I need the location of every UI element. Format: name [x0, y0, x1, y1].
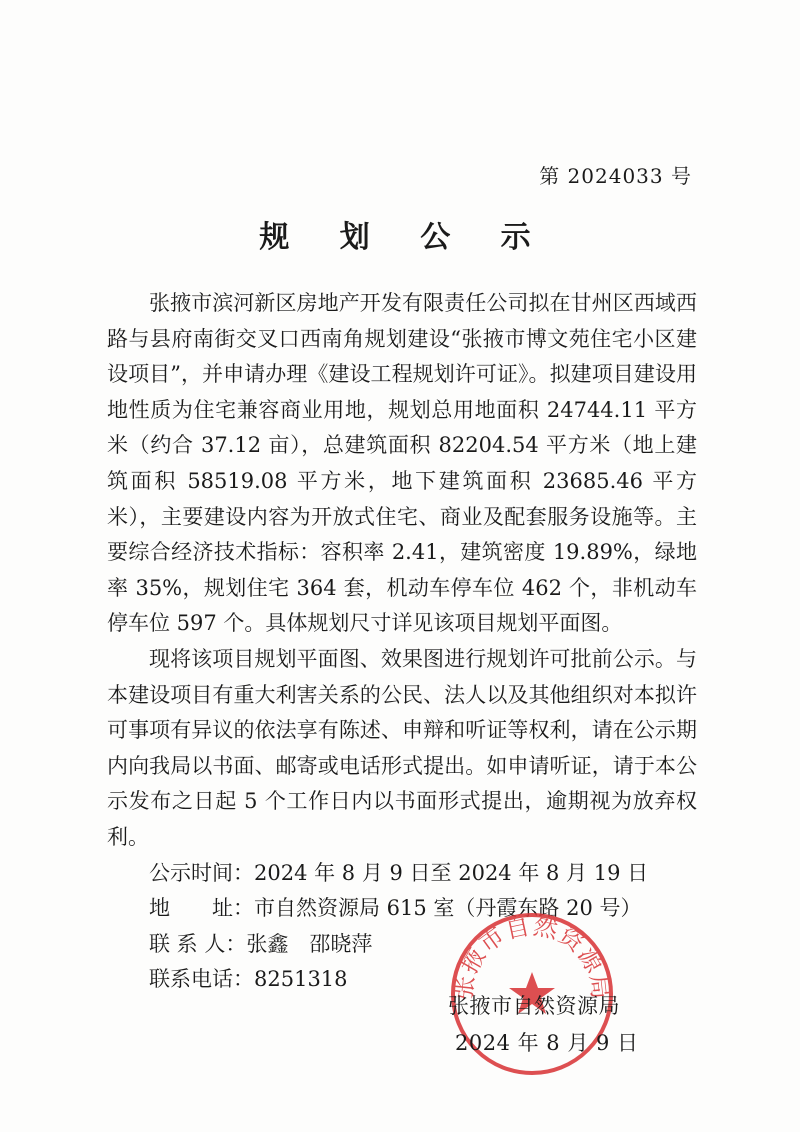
address-value: 市自然资源局 615 室（丹霞东路 20 号） — [254, 896, 642, 921]
paragraph-project-description: 张掖市滨河新区房地产开发有限责任公司拟在甘州区西域西路与县府南街交叉口西南角规划建设“张掖市博文苑住宅小区建设项目”，并申请办理《建设工程规划许可证》。拟建项目建设用地性质为住宅兼容商业用地，规划总用地面积 24744.11 平方米（约合 37.12 亩），总建筑面积 82204.54 平方米（地上建筑面积 58519.08 平方米，地下建筑面积 23685.46 平方米），主要建设内容为开放式住宅、商业及配套服务设施等。主要综合经济技术指标：容积率 2.41，建筑密度 19.89%，绿地率 35%，规划住宅 364 套，机动车停车位 462 个，非机动车停车位 597 个。具体规划尺寸详见该项目规划平面图。 — [107, 291, 697, 636]
document-title: 规 划 公 示 — [259, 220, 551, 255]
contact-label: 联 系 人： — [149, 931, 247, 956]
period-label: 公示时间： — [149, 860, 254, 885]
svg-text:张掖市自然资源局: 张掖市自然资源局 — [449, 911, 615, 1002]
paragraph-public-notice: 现将该项目规划平面图、效果图进行规划许可批前公示。与本建设项目有重大利害关系的公民、法人以及其他组织对本拟许可事项有异议的依法享有陈述、申辩和听证等权利，请在公示期内向我局以书面、邮寄或电话形式提出。如申请听证，请于本公示发布之日起 5 个工作日内以书面形式提出，逾期视为放弃权利。 — [107, 646, 697, 849]
period-value: 2024 年 8 月 9 日至 2024 年 8 月 19 日 — [254, 860, 649, 885]
phone-label: 联系电话： — [149, 967, 254, 992]
document-number: 第 2024033 号 — [539, 164, 692, 188]
address-label: 地 址： — [149, 896, 254, 921]
contact-value: 张鑫 邵晓萍 — [246, 931, 373, 956]
document-body — [107, 286, 697, 998]
signature-date: 2024 年 8 月 9 日 — [455, 1031, 639, 1055]
info-period — [107, 856, 697, 892]
signature-org: 张掖市自然资源局 — [448, 994, 620, 1018]
phone-value: 8251318 — [254, 967, 348, 992]
